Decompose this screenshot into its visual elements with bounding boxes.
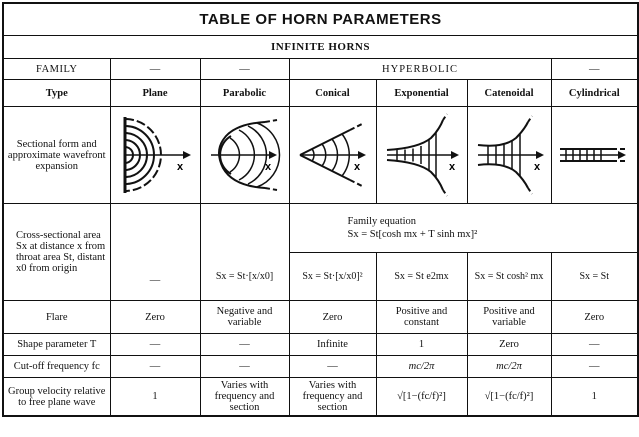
cross-section-label — [3, 204, 110, 301]
flare-cylindrical: Zero — [551, 301, 638, 334]
group-exponential: √[1−(fc/f)²] — [376, 378, 467, 417]
flare-plane: Zero — [110, 301, 200, 334]
conical-diagram-cell — [289, 107, 376, 204]
cross-section-row — [3, 204, 638, 253]
horn-parameters-table — [2, 2, 639, 417]
cutoff-exponential: mc/2π — [376, 356, 467, 378]
type-plane: Plane — [110, 80, 200, 107]
shape-catenoidal: Zero — [467, 334, 551, 356]
family-cylindrical: — — [551, 59, 638, 80]
cutoff-frequency-row — [3, 356, 638, 378]
family-equation-cell — [289, 204, 638, 253]
family-equation: Sx = St[cosh mx + T sinh mx]² — [347, 229, 478, 240]
family-plane: — — [110, 59, 200, 80]
type-catenoidal: Catenoidal — [467, 80, 551, 107]
sectional-form-label: Sectional form and approximate wavefront expansion — [3, 107, 110, 204]
cross-section-label-text: Cross-sectional area Sx at distance x from throat area St, distant x0 from origin — [16, 230, 106, 274]
cross-conical — [289, 253, 376, 301]
family-row — [3, 59, 638, 80]
flare-exponential: Positive and constant — [376, 301, 467, 334]
cylindrical-diagram-cell — [551, 107, 638, 204]
cross-plane — [110, 204, 200, 301]
catenoidal-horn-diagram — [470, 112, 552, 198]
type-parabolic: Parabolic — [200, 80, 289, 107]
shape-exponential: 1 — [376, 334, 467, 356]
exponential-axis-label: x — [448, 161, 455, 173]
conical-horn-diagram — [292, 112, 376, 198]
table-title: TABLE OF HORN PARAMETERS — [3, 3, 638, 36]
plane-axis-label: x — [177, 161, 184, 173]
family-parabolic: — — [200, 59, 289, 80]
parabolic-axis-label: x — [264, 161, 271, 173]
family-hyperbolic: HYPERBOLIC — [289, 59, 551, 80]
conical-axis-label: x — [353, 161, 360, 173]
family-label: FAMILY — [3, 59, 110, 80]
flare-row — [3, 301, 638, 334]
cylindrical-horn-diagram — [554, 112, 636, 198]
cross-cylindrical — [551, 253, 638, 301]
type-exponential: Exponential — [376, 80, 467, 107]
cross-parabolic-top — [200, 204, 289, 253]
exponential-horn-diagram — [379, 112, 467, 198]
family-equation-title: Family equation — [347, 216, 417, 227]
catenoidal-axis-label: x — [533, 161, 540, 173]
plane-diagram-cell — [110, 107, 200, 204]
group-catenoidal: √[1−(fc/f)²] — [467, 378, 551, 417]
sectional-form-row — [3, 107, 638, 204]
shape-conical: Infinite — [289, 334, 376, 356]
cutoff-plane: — — [110, 356, 200, 378]
horn-parameters-sheet — [2, 2, 637, 433]
conical-equation: Sx = St·[x/x0]² — [302, 271, 363, 282]
type-cylindrical: Cylindrical — [551, 80, 638, 107]
exponential-equation: Sx = St e2mx — [394, 271, 449, 282]
plane-horn-diagram — [113, 112, 197, 198]
type-conical: Conical — [289, 80, 376, 107]
type-label: Type — [3, 80, 110, 107]
shape-parameter-label: Shape parameter T — [3, 334, 110, 356]
cutoff-label: Cut-off frequency fc — [3, 356, 110, 378]
parabolic-horn-diagram — [203, 112, 287, 198]
catenoidal-diagram-cell — [467, 107, 551, 204]
cross-plane-value: — — [149, 275, 161, 286]
group-velocity-label: Group velocity relative to free plane wave — [3, 378, 110, 417]
group-velocity-row — [3, 378, 638, 417]
exponential-diagram-cell — [376, 107, 467, 204]
cylindrical-equation: Sx = St — [579, 271, 610, 282]
group-plane: 1 — [110, 378, 200, 417]
cutoff-catenoidal: mc/2π — [467, 356, 551, 378]
cross-catenoidal — [467, 253, 551, 301]
parabolic-equation: Sx = St·[x/x0] — [215, 270, 274, 282]
cutoff-conical: — — [289, 356, 376, 378]
shape-plane: — — [110, 334, 200, 356]
flare-label: Flare — [3, 301, 110, 334]
catenoidal-equation: Sx = St cosh² mx — [474, 271, 544, 282]
group-conical: Varies with frequency and section — [289, 378, 376, 417]
cross-parabolic — [200, 253, 289, 301]
group-cylindrical: 1 — [551, 378, 638, 417]
cross-exponential — [376, 253, 467, 301]
type-row — [3, 80, 638, 107]
parabolic-diagram-cell — [200, 107, 289, 204]
table-subtitle: INFINITE HORNS — [3, 36, 638, 59]
group-parabolic: Varies with frequency and section — [200, 378, 289, 417]
flare-catenoidal: Positive and variable — [467, 301, 551, 334]
shape-cylindrical: — — [551, 334, 638, 356]
shape-parabolic: — — [200, 334, 289, 356]
cutoff-parabolic: — — [200, 356, 289, 378]
flare-conical: Zero — [289, 301, 376, 334]
shape-parameter-row — [3, 334, 638, 356]
cutoff-cylindrical: — — [551, 356, 638, 378]
flare-parabolic: Negative and variable — [200, 301, 289, 334]
